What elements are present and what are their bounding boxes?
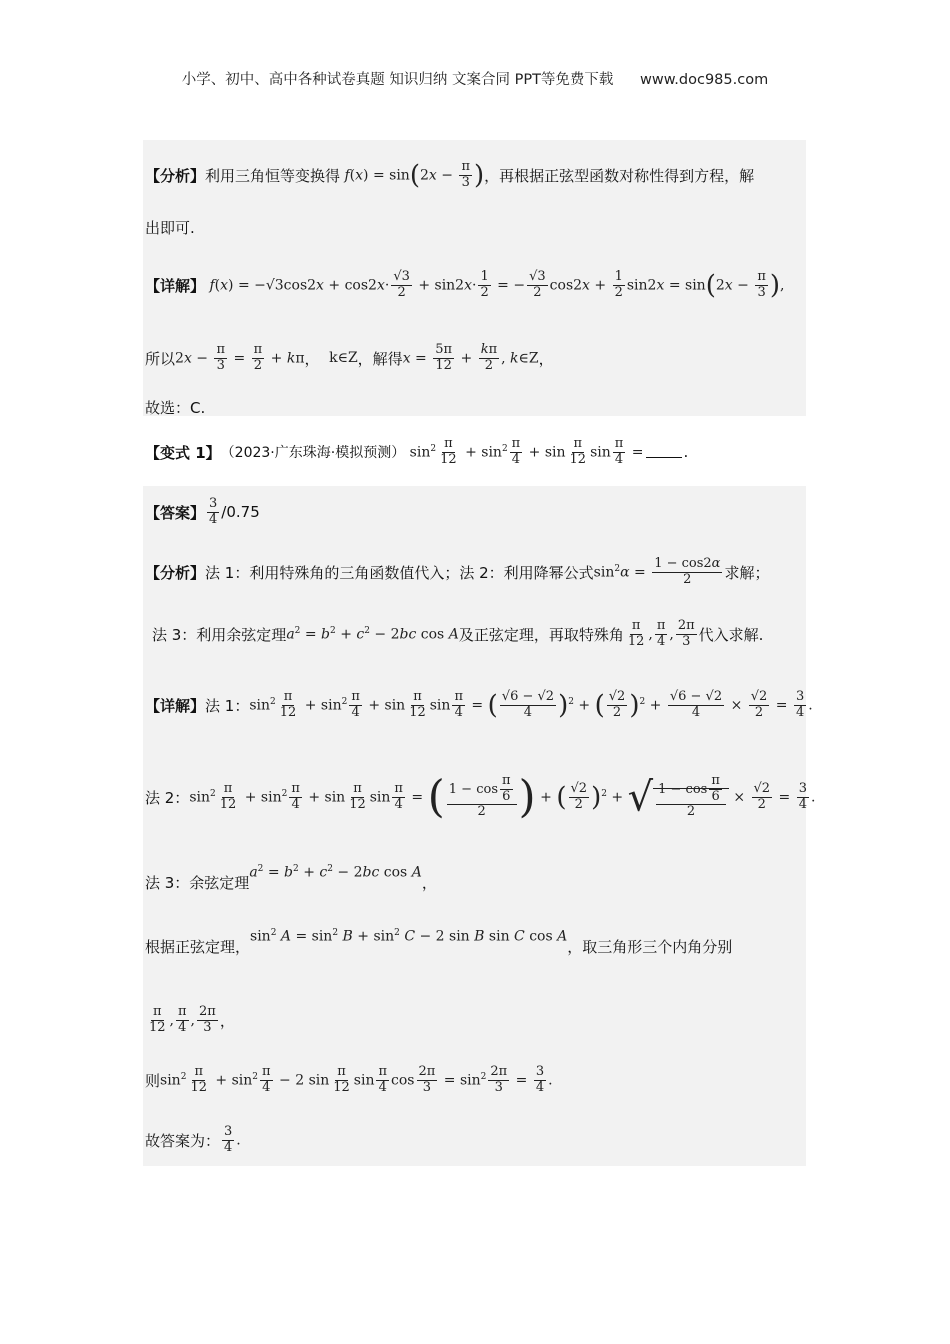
detail2-method3: 法 3：余弦定理 $a^2 = b^2 + c^2 - 2bc$ cos A ， — [145, 863, 437, 892]
formula-expansion: f(x) = −√3cos2x + cos2x· $\frac{√3}{2}$ + sin2x· $\frac{1}{2}$ = − $\frac{√3}{2}$ cos2x + $\frac{1}{2}$ sin2x = sin(2x − $\frac{\pi}{3}$ ), — [209, 268, 785, 300]
detail-line-2: 所以 2x − $\frac{\pi}{3}$ = $\frac{\pi}{2}$ + kπ ， k∈Z ，解得 x = $\frac{5\pi}{12}$ + $\frac{k\pi}{2}$ , k∈Z ， — [145, 341, 554, 373]
final-answer-line: 故答案为： $\frac{3}{4}$ . — [145, 1123, 241, 1155]
analysis-tag: 【分析】 — [145, 166, 206, 185]
formula-f: f(x) = sin(2x − $\frac{\pi}{3}$ ) — [344, 158, 485, 190]
answer-choice-line: 故选：C. — [145, 398, 206, 417]
analysis2-line-2: 法 3：利用余弦定理 $a^2 = b^2 + c^2 - 2bc$ cos A 及正弦定理，再取特殊角 $\frac{\pi}{12}$ , $\frac{\pi}{4}$ , $\frac{2\pi}{3}$ 代入求解. — [152, 617, 764, 649]
detail2-method2: 法 2： $\sin^2$ $\frac{\pi}{12}$ + $\sin^2$ $\frac{\pi}{4}$ + sin $\frac{\pi}{12}$ sin $\frac{\pi}{4}$ = ( 1 − cos $\frac{\pi}{6}$ 2 ) + ( $\frac{√2}{2}$ )$^2$ + √ 1 − cos $\frac{\pi}{6}$ 2 × $\frac{√2}{2}$ = $\frac{3}{4}$ . — [145, 771, 816, 822]
page-header — [0, 68, 950, 89]
question-formula: $\sin^2$ $\frac{\pi}{12}$ + $\sin^2$ $\frac{\pi}{4}$ + sin $\frac{\pi}{12}$ sin $\frac{\pi}{4}$ = — [405, 435, 644, 467]
analysis-line-1: 【分析】 利用三角恒等变换得 f(x) = sin(2x − $\frac{\pi}{3}$ ) ，再根据正弦型函数对称性得到方程，解 — [145, 158, 755, 190]
sine-rule-line: 根据正弦定理， $\sin^2 A = \sin^2 B + \sin^2 C - 2$ sin B sin C cos A ，取三角形三个内角分别 — [145, 927, 733, 956]
detail2-method1: 【详解】 法 1： $\sin^2$ $\frac{\pi}{12}$ + $\sin^2$ $\frac{\pi}{4}$ + sin $\frac{\pi}{12}$ sin $\frac{\pi}{4}$ = ( $\frac{√6 - √2}{4}$ )$^2$ + ( $\frac{√2}{2}$ )$^2$ + $\frac{√6 - √2}{4}$ × $\frac{√2}{2}$ = $\frac{3}{4}$ . — [145, 688, 813, 720]
variant-question: 【变式 1】 （2023·广东珠海·模拟预测） $\sin^2$ $\frac{\pi}{12}$ + $\sin^2$ $\frac{\pi}{4}$ + sin $\frac{\pi}{12}$ sin $\frac{\pi}{4}$ = . — [145, 435, 689, 467]
header-text: 小学、初中、高中各种试卷真题 知识归纳 文案合同 PPT等免费下载 — [181, 72, 614, 88]
analysis2-line-1: 【分析】 法 1：利用特殊角的三角函数值代入；法 2：利用降幂公式 $\sin^2\alpha$ = $\frac{1 - \cos 2\alpha}{2}$ 求解； — [145, 555, 770, 587]
detail-line-1: 【详解】 f(x) = −√3cos2x + cos2x· $\frac{√3}{2}$ + sin2x· $\frac{1}{2}$ = − $\frac{√3}{2}$ cos2x + $\frac{1}{2}$ sin2x = sin(2x − $\frac{\pi}{3}$ ), — [145, 268, 785, 300]
answer-line: 【答案】 $\frac{3}{4}$ /0.75 — [145, 495, 260, 527]
answer-blank — [646, 447, 682, 458]
then-line: 则 $\sin^2$ $\frac{\pi}{12}$ + $\sin^2$ $\frac{\pi}{4}$ − 2 sin $\frac{\pi}{12}$ sin $\frac{\pi}{4}$ cos $\frac{2\pi}{3}$ = $\sin^2$ $\frac{2\pi}{3}$ = $\frac{3}{4}$ . — [145, 1063, 553, 1095]
analysis-line-2: 出即可. — [145, 218, 195, 237]
header-site: www.doc985.com — [640, 72, 769, 88]
angles-line: $\frac{\pi}{12}$ , $\frac{\pi}{4}$ , $\frac{2\pi}{3}$ ， — [149, 1003, 235, 1035]
